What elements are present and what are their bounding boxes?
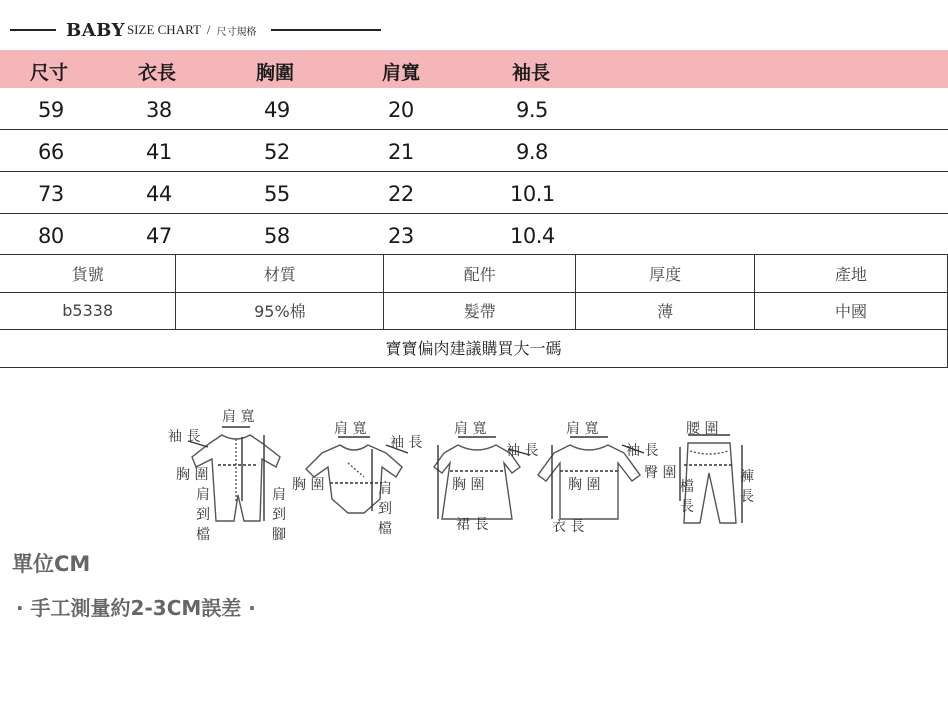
info-header-sku: 貨號 — [0, 255, 176, 292]
info-header-thickness: 厚度 — [576, 255, 755, 292]
label-hip: 臀 圍 — [644, 465, 677, 481]
table-row — [0, 88, 948, 130]
label-chest: 胸 圍 — [568, 477, 601, 493]
cell-shoulder: 20 — [388, 98, 414, 122]
title-separator: / — [206, 22, 211, 37]
cell-length: 41 — [146, 140, 172, 164]
cell-length: 38 — [146, 98, 172, 122]
label-shoulder: 肩 寬 — [334, 421, 367, 437]
label-sleeve: 袖 長 — [390, 435, 423, 451]
info-header-material: 材質 — [176, 255, 384, 292]
label-chest: 胸 圍 — [452, 477, 485, 493]
cell-sleeve: 10.4 — [510, 224, 555, 248]
label-shoulder-foot-2: 到 — [272, 507, 286, 523]
cell-shoulder: 21 — [388, 140, 414, 164]
label-crotch-length-1: 檔 — [680, 479, 694, 495]
chart-header — [10, 18, 381, 42]
label-sleeve: 袖 長 — [506, 443, 539, 459]
table-row — [0, 172, 948, 214]
info-header-row — [0, 255, 948, 292]
label-shoulder-crotch-2: 到 — [378, 501, 392, 517]
info-value-row — [0, 292, 948, 329]
label-chest: 胸 圍 — [176, 467, 209, 483]
cell-chest: 49 — [264, 98, 290, 122]
header-chest: 胸圍 — [256, 62, 295, 84]
info-value-origin: 中國 — [755, 292, 948, 329]
label-shoulder: 肩 寬 — [222, 409, 255, 425]
cell-chest: 52 — [264, 140, 290, 164]
cell-size: 66 — [38, 140, 64, 164]
cell-shoulder: 23 — [388, 224, 414, 248]
measurement-diagram — [160, 405, 770, 550]
label-shoulder-crotch-1: 肩 — [196, 487, 210, 503]
info-value-accessory: 髮帶 — [384, 292, 576, 329]
cell-sleeve: 9.5 — [516, 98, 548, 122]
cell-size: 80 — [38, 224, 64, 248]
cell-length: 44 — [146, 182, 172, 206]
measurement-error-note: · 手工測量約2-3CM誤差 · — [16, 596, 256, 620]
label-sleeve: 袖 長 — [168, 429, 201, 445]
cell-shoulder: 22 — [388, 182, 414, 206]
cell-size: 59 — [38, 98, 64, 122]
table-row — [0, 130, 948, 172]
label-chest: 胸 圍 — [292, 477, 325, 493]
header-sleeve: 袖長 — [512, 62, 551, 84]
info-value-thickness: 薄 — [576, 292, 755, 329]
cell-sleeve: 10.1 — [510, 182, 555, 206]
info-header-accessory: 配件 — [384, 255, 576, 292]
label-garment-length: 衣 長 — [552, 519, 585, 535]
info-header-origin: 產地 — [755, 255, 948, 292]
cell-chest: 55 — [264, 182, 290, 206]
label-pants-length-2: 長 — [740, 489, 754, 505]
product-info-table — [0, 255, 948, 330]
size-advice-note: 寶寶偏肉建議購買大一碼 — [0, 330, 948, 368]
label-shoulder-crotch-2: 到 — [196, 507, 210, 523]
label-waist: 腰 圍 — [686, 421, 719, 437]
cell-length: 47 — [146, 224, 172, 248]
label-shoulder-crotch-1: 肩 — [378, 481, 392, 497]
label-pants-length-1: 褲 — [740, 469, 754, 485]
brand-label: BABY — [66, 19, 125, 41]
subtitle: SIZE CHART — [126, 22, 201, 37]
label-shoulder-foot-1: 肩 — [272, 487, 286, 503]
label-shoulder: 肩 寬 — [566, 421, 599, 437]
label-shoulder: 肩 寬 — [454, 421, 487, 437]
header-shoulder: 肩寬 — [382, 62, 421, 84]
size-table-header — [0, 50, 948, 88]
header-length: 衣長 — [138, 62, 177, 84]
label-crotch-length-2: 長 — [680, 499, 694, 515]
label-shoulder-foot-3: 腳 — [272, 527, 286, 543]
header-rule-left — [10, 29, 56, 31]
cell-chest: 58 — [264, 224, 290, 248]
table-row — [0, 214, 948, 255]
label-skirt-length: 裙 長 — [456, 517, 489, 533]
unit-label: 單位CM — [12, 552, 91, 576]
label-shoulder-crotch-3: 檔 — [378, 521, 392, 537]
header-size: 尺寸 — [30, 62, 69, 84]
info-value-material: 95%棉 — [176, 292, 384, 329]
label-shoulder-crotch-3: 檔 — [196, 527, 210, 543]
label-sleeve: 袖 長 — [626, 443, 659, 459]
cell-sleeve: 9.8 — [516, 140, 548, 164]
cn-title: 尺寸規格 — [216, 26, 257, 38]
header-rule-right — [271, 29, 381, 31]
info-value-sku: b5338 — [0, 292, 176, 329]
cell-size: 73 — [38, 182, 64, 206]
